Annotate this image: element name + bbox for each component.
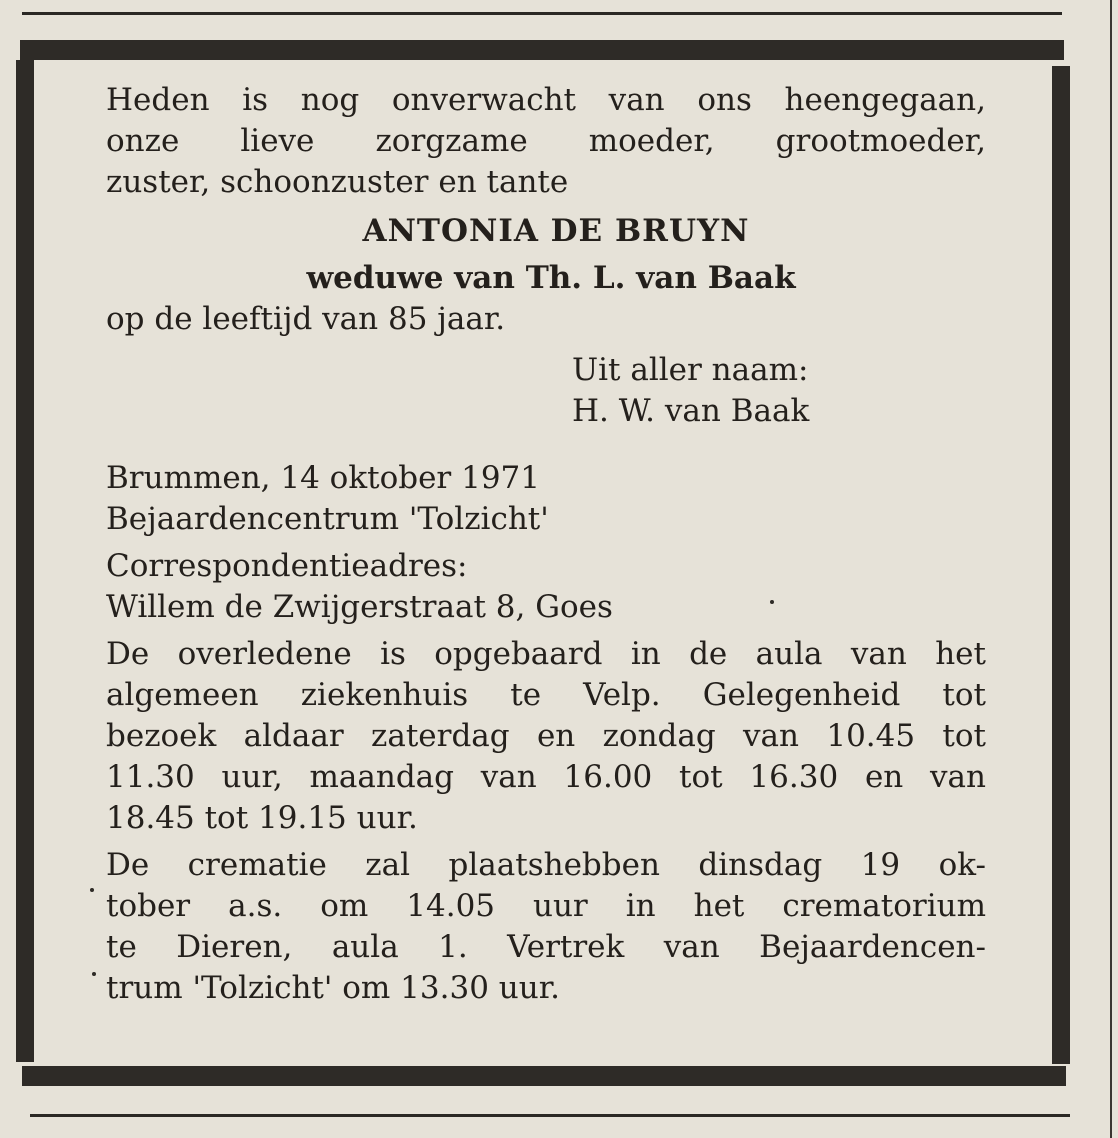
viewing-line: De overledene is opgebaard in de aula van het [106,636,986,672]
viewing-line: algemeen ziekenhuis te Velp. Gelegenheid tot [106,677,986,713]
age-line: op de leeftijd van 85 jaar. [106,301,506,337]
signed-label: Uit aller naam: [572,352,809,388]
frame-top-border [20,40,1064,60]
deceased-name: ANTONIA DE BRUYN [362,213,750,249]
cremation-line: tober a.s. om 14.05 uur in het crematorium [106,888,986,924]
ink-speck [770,600,774,604]
bottom-rule [30,1114,1070,1117]
intro-block [106,80,986,203]
institution: Bejaardencentrum 'Tolzicht' [106,501,549,537]
correspondence-label: Correspondentieadres: [106,548,468,584]
cremation-block [106,845,986,1009]
signed-name: H. W. van Baak [572,393,810,429]
place-date: Brummen, 14 oktober 1971 [106,460,540,496]
frame-bottom-border [22,1066,1066,1086]
page-edge-rule [1110,0,1112,1138]
intro-line: onze lieve zorgzame moeder, grootmoeder, [106,123,986,159]
top-rule [22,12,1062,15]
ink-speck [92,972,96,976]
viewing-line: bezoek aldaar zaterdag en zondag van 10.45 tot [106,718,986,754]
frame-left-border [16,60,34,1062]
viewing-line: 18.45 tot 19.15 uur. [106,800,418,836]
cremation-line: De crematie zal plaatshebben dinsdag 19 ok- [106,847,986,883]
correspondence-address: Willem de Zwijgerstraat 8, Goes [106,589,613,625]
intro-line: zuster, schoonzuster en tante [106,164,569,200]
cremation-line: te Dieren, aula 1. Vertrek van Bejaardencen- [106,929,986,965]
death-notice [106,80,986,1009]
intro-line: Heden is nog onverwacht van ons heengegaan, [106,82,986,118]
widow-of: weduwe van Th. L. van Baak [306,260,796,296]
cremation-line: trum 'Tolzicht' om 13.30 uur. [106,970,560,1006]
frame-right-border [1052,66,1070,1064]
viewing-line: 11.30 uur, maandag van 16.00 tot 16.30 en van [106,759,986,795]
viewing-block [106,634,986,839]
signature-block [106,350,986,432]
ink-speck [90,888,94,892]
